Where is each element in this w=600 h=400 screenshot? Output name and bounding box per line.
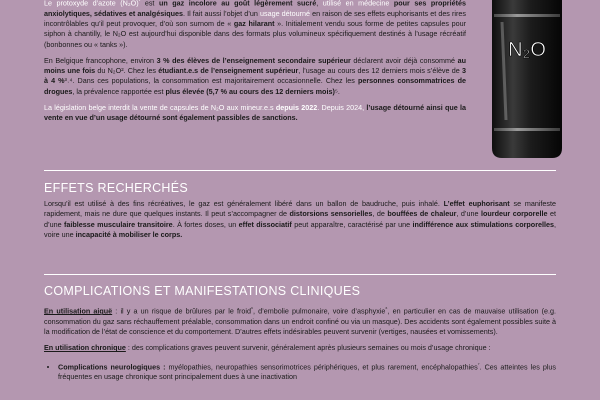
canister-band-top: [494, 14, 560, 17]
list-item: • Complications neurologiques : myélopathies, neuropathies sensorimotrices périphériques, et plus rarement, encéphalopathies$^{^7}$. Ces atteintes les plus fréquentes en usage chronique sont principalement dues à une inactivation: [58, 360, 556, 383]
intro-paragraph-3: La législation belge interdit la vente de capsules de N₂O aux mineur.e.s depuis 2022. Depuis 2024, l’usage détourné ainsi que la vente en vue d’un usage détourné sont également passibles de sanctions.: [44, 103, 467, 123]
section-divider-1: [44, 170, 556, 171]
n2o-canister-icon: [484, 0, 570, 160]
effets-paragraph: Lorsqu’il est utilisé à des fins récréatives, le gaz est généralement libéré dans un ballon de baudruche, puis inhalé. L’effet euphorisant se manifeste rapidement, mais ne dure que quelques instants. Il peut s’accompagner de distorsions sensorielles, de bouffées de chaleur, d’une lourdeur corporelle et d’une faiblesse musculaire transitoire. À fortes doses, un effet dissociatif peut apparaître, caractérisé par une indifférence aux stimulations corporelles, voire une incapacité à mobiliser le corps.: [44, 199, 557, 239]
complications-list: [44, 360, 556, 383]
n2o-canister-graphic: [484, 0, 570, 160]
effets-heading: EFFETS RECHERCHÉS: [44, 181, 189, 195]
chronic-use-paragraph: En utilisation chronique : des complications graves peuvent survenir, généralement après plusieurs semaines ou mois d’usage chronique :: [44, 343, 491, 353]
intro-paragraph-2: En Belgique francophone, environ 3 % des élèves de l’enseignement secondaire supérieur déclarent avoir déjà consommé au moins une fois du N₂O². Chez les étudiant.e.s de l’enseignement supérieur, l’usage au cours des 12 derniers mois s’élève de 3 à 4 %³˒⁴. Dans ces populations, la consommation est majoritairement occasionnelle. Chez les personnes consommatrices de drogues, la prévalence rapportée est plus élevée (5,7 % au cours des 12 derniers mois)⁵.: [44, 55, 466, 96]
complications-body: [44, 304, 556, 383]
canister-band-bottom: [494, 128, 560, 131]
canister-label: N₂O: [508, 39, 546, 61]
section-divider-2: [44, 274, 556, 275]
intro-paragraph-1: Le protoxyde d’azote $(N_2O)^{^1}$ est un gaz incolore au goût légèrement sucré, utilisé en médecine pour ses propriétés anxiolytiques, sédatives et analgésiques. Il fait aussi l’objet d’un usage détourné en raison de ses effets euphorisants et des rires incontrôlables qu’il peut provoquer, d’où son surnom de « gaz hilarant ». Initialement vendu sous forme de petites capsules pour siphon à chantilly, le N₂O est aujourd’hui disponible dans des formats plus volumineux spécifiquement destinés à l’usage récréatif (bonbonnes ou « tanks »).: [44, 0, 466, 49]
acute-use-paragraph: En utilisation aiguë : il y a un risque de brûlures par le froid$^{^6}$, d’embolie pulmonaire, voire d’asphyxie$^{^6}$, en particulier en cas de mauvaise utilisation (e.g. consommation du gaz sans réchauffement préalable, consommation dans un endroit confiné ou via un masque). Des accidents sont également possibles suite à la modification de l’état de conscience et du comportement. D’autres effets indésirables peuvent survenir (vertiges, nausées et vomissements).: [44, 306, 556, 336]
intro-section: [44, 0, 466, 130]
complications-heading: COMPLICATIONS ET MANIFESTATIONS CLINIQUES: [44, 284, 361, 298]
